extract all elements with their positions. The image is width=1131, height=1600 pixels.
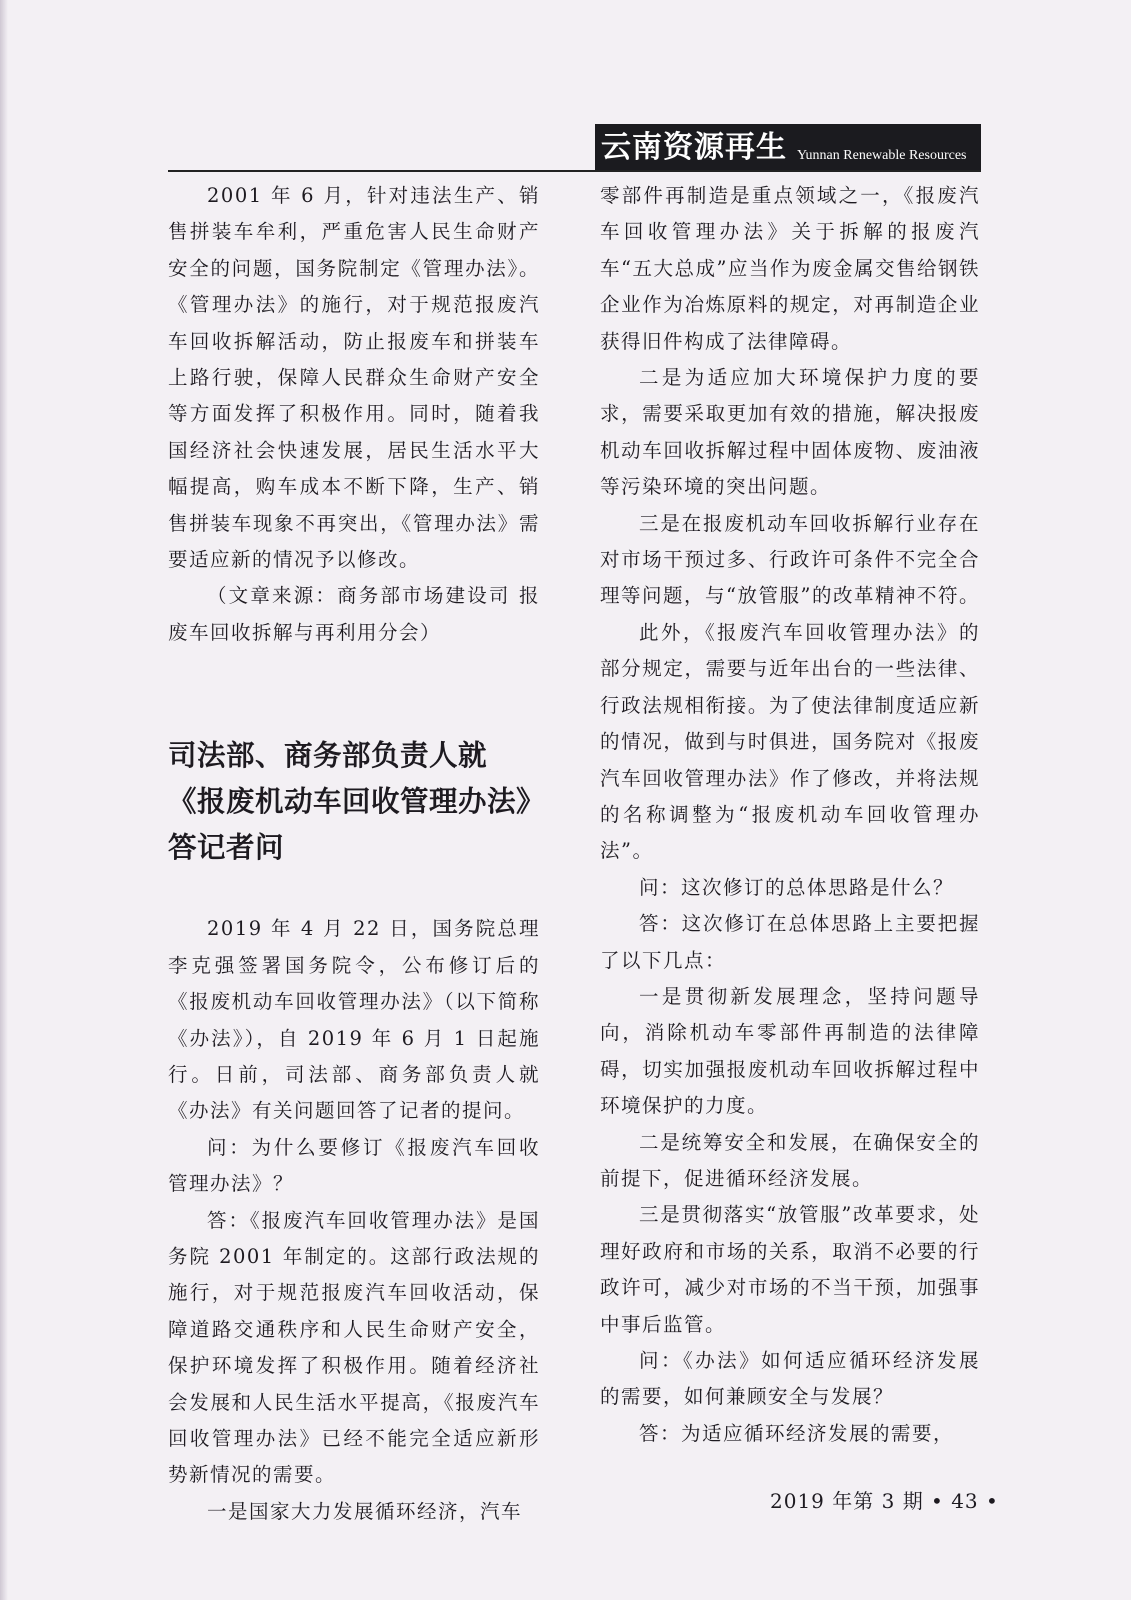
question-2: 问：这次修订的总体思路是什么？ <box>639 875 955 899</box>
masthead-banner <box>595 124 981 170</box>
article-intro: 2019 年 4 月 22 日，国务院总理李克强签署国务院令，公布修订后的《报废机动车回收管理办法》（以下简称《办法》），自 2019 年 6 月 1 日起施行。日前，司法部、商务部负责人就《办法》有关问题回答了记者的提问。 <box>168 917 540 1123</box>
article-headline: 司法部、商务部负责人就《报废机动车回收管理办法》答记者问 <box>168 739 531 865</box>
answer-2-idea-3: 三是贯彻落实“放管服”改革要求，处理好政府和市场的关系，取消不必要的行政许可，减少对市场的不当干预，加强事中事后监管。 <box>600 1203 980 1336</box>
answer-1-point-1-cont: 零部件再制造是重点领域之一，《报废汽车回收管理办法》关于拆解的报废汽车“五大总成”应当作为废金属交售给钢铁企业作为冶炼原料的规定，对再制造企业获得旧件构成了法律障碍。 <box>600 184 980 353</box>
right-column <box>600 178 980 1452</box>
answer-3: 答：为适应循环经济发展的需要， <box>639 1421 955 1445</box>
answer-1-point-4: 此外，《报废汽车回收管理办法》的部分规定，需要与近年出台的一些法律、行政法规相衔接。为了使法律制度适应新的情况，做到与时俱进，国务院对《报废汽车回收管理办法》作了修改，并将法规的名称调整为“报废机动车回收管理办法”。 <box>600 620 980 863</box>
question-1: 问：为什么要修订《报废汽车回收管理办法》？ <box>168 1135 540 1196</box>
issue-page-number: 2019 年第 3 期 • 43 • <box>770 1489 999 1513</box>
left-column <box>168 178 540 1530</box>
article-source: （文章来源：商务部市场建设司 报废车回收拆解与再利用分会） <box>168 584 540 644</box>
masthead-title-en: Yunnan Renewable Resources <box>797 148 967 163</box>
answer-1-point-2: 二是为适应加大环境保护力度的要求，需要采取更加有效的措施，解决报废机动车回收拆解过程中固体废物、废油液等污染环境的突出问题。 <box>600 366 980 499</box>
page-spine-shadow <box>0 0 8 1600</box>
answer-2: 答：这次修订在总体思路上主要把握了以下几点： <box>600 912 980 972</box>
question-3: 问：《办法》如何适应循环经济发展的需要，如何兼顾安全与发展？ <box>600 1349 980 1409</box>
article-paragraph: 2001 年 6 月，针对违法生产、销售拼装车牟利，严重危害人民生命财产安全的问题，国务院制定《管理办法》。《管理办法》的施行，对于规范报废汽车回收拆解活动，防止报废车和拼装车上路行驶，保障人民群众生命财产安全等方面发挥了积极作用。同时，随着我国经济社会快速发展，居民生活水平大幅提高，购车成本不断下降，生产、销售拼装车现象不再突出，《管理办法》需要适应新的情况予以修改。 <box>168 184 540 572</box>
header-rule <box>168 170 981 172</box>
answer-2-idea-2: 二是统筹安全和发展，在确保安全的前提下，促进循环经济发展。 <box>600 1130 980 1190</box>
answer-1: 答：《报废汽车回收管理办法》是国务院 2001 年制定的。这部行政法规的施行，对于规范报废汽车回收活动，保障道路交通秩序和人民生命财产安全，保护环境发挥了积极作用。随着经济社会发展和人民生活水平提高，《报废汽车回收管理办法》已经不能完全适应新形势新情况的需要。 <box>168 1208 540 1487</box>
answer-1-point-3: 三是在报废机动车回收拆解行业存在对市场干预过多、行政许可条件不完全合理等问题，与“放管服”的改革精神不符。 <box>600 511 980 608</box>
answer-1-point-1: 一是国家大力发展循环经济，汽车 <box>207 1499 523 1523</box>
answer-2-idea-1: 一是贯彻新发展理念，坚持问题导向，消除机动车零部件再制造的法律障碍，切实加强报废机动车回收拆解过程中环境保护的力度。 <box>600 984 980 1118</box>
masthead-title-cn: 云南资源再生 <box>601 130 787 165</box>
